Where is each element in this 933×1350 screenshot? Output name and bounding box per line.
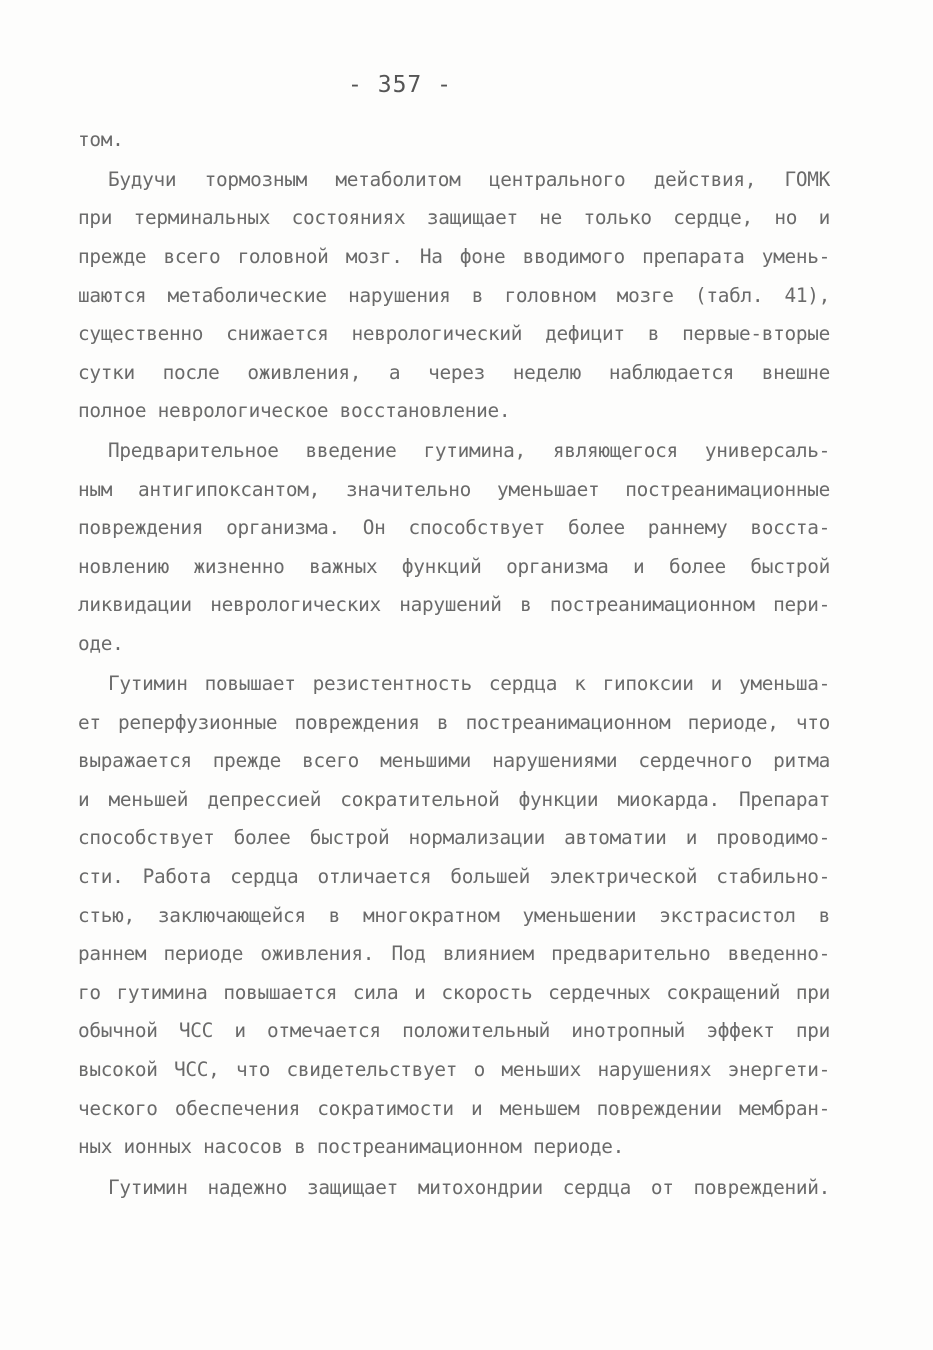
text-line: том.: [78, 128, 124, 151]
text-line: полное неврологическое восстановление.: [78, 399, 511, 422]
text-line: Гутимин повышает резистентность сердца к гипоксии и уменьша-: [108, 672, 830, 695]
text-line: сутки после оживления, а через неделю наблюдается внешне: [78, 361, 830, 384]
text-line: существенно снижается неврологический дефицит в первые-вторые: [78, 322, 830, 345]
text-line: го гутимина повышается сила и скорость сердечных сокращений при: [78, 981, 830, 1004]
text-line: раннем периоде оживления. Под влиянием предварительно введенно-: [78, 942, 830, 965]
text-line: новлению жизненно важных функций организма и более быстрой: [78, 555, 830, 578]
text-line: ликвидации неврологических нарушений в постреанимационном пери-: [78, 593, 830, 616]
text-line: Гутимин надежно защищает митохондрии сердца от повреждений.: [108, 1176, 830, 1199]
text-line: прежде всего головной мозг. На фоне вводимого препарата умень-: [78, 245, 830, 268]
text-line: высокой ЧСС, что свидетельствует о меньших нарушениях энергети-: [78, 1058, 830, 1081]
text-line: ет реперфузионные повреждения в постреанимационном периоде, что: [78, 711, 830, 734]
text-line: ных ионных насосов в постреанимационном периоде.: [78, 1135, 624, 1158]
text-line: Будучи тормозным метаболитом центрального действия, ГОМК: [108, 168, 830, 191]
text-line: Предварительное введение гутимина, являющегося универсаль-: [108, 439, 830, 462]
text-line: способствует более быстрой нормализации автоматии и проводимо-: [78, 826, 830, 849]
text-line: повреждения организма. Он способствует более раннему восста-: [78, 516, 830, 539]
text-line: шаются метаболические нарушения в головном мозге (табл. 41),: [78, 284, 830, 307]
text-line: и меньшей депрессией сократительной функции миокарда. Препарат: [78, 788, 830, 811]
text-line: сти. Работа сердца отличается большей электрической стабильно-: [78, 865, 830, 888]
text-line: ным антигипоксантом, значительно уменьшает постреанимационные: [78, 478, 830, 501]
text-line: стью, заключающейся в многократном уменьшении экстрасистол в: [78, 904, 830, 927]
text-line: ческого обеспечения сократимости и меньшем повреждении мембран-: [78, 1097, 830, 1120]
page-number: - 357 -: [348, 72, 452, 98]
text-line: выражается прежде всего меньшими нарушениями сердечного ритма: [78, 749, 830, 772]
text-line: обычной ЧСС и отмечается положительный инотропный эффект при: [78, 1019, 830, 1042]
text-line: при терминальных состояниях защищает не только сердце, но и: [78, 206, 830, 229]
text-line: оде.: [78, 632, 124, 655]
